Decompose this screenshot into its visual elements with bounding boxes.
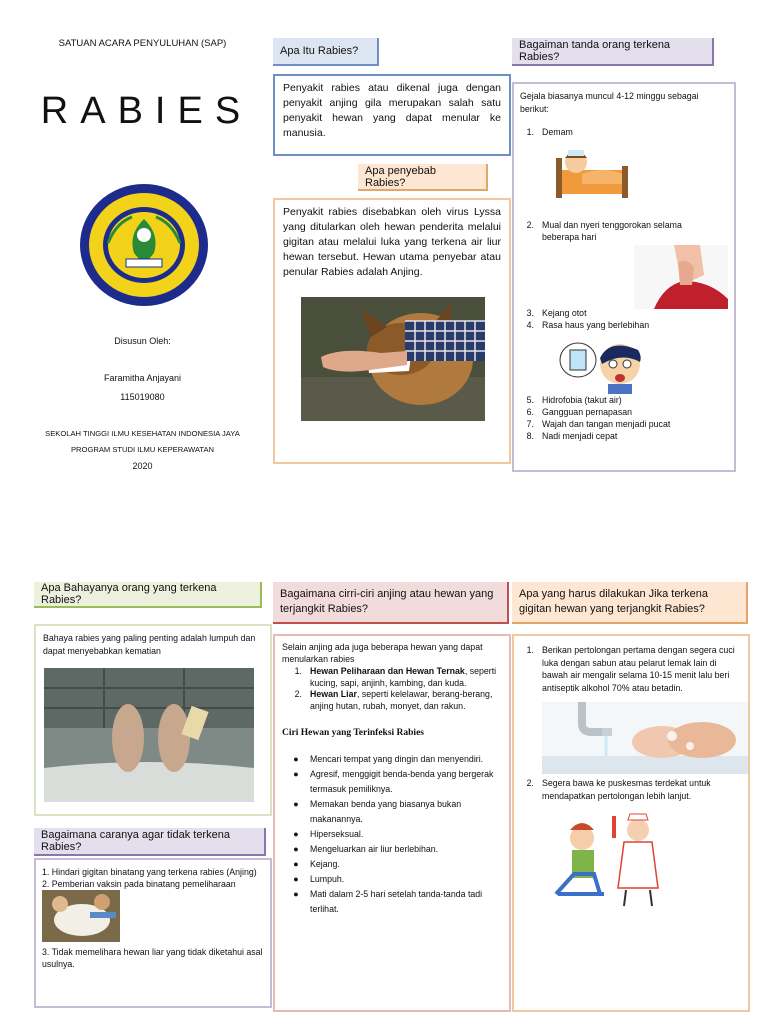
what-is-heading: Apa Itu Rabies? <box>273 38 379 66</box>
author-name: Faramitha Anjayani <box>103 373 182 383</box>
danger-text: Bahaya rabies yang paling penting adalah lumpuh dan dapat menyebabkan kematian <box>43 633 256 656</box>
trait-bullet-5: ● Mengeluarkan air liur berlebihan. <box>293 844 439 854</box>
school-logo <box>78 183 210 308</box>
signs-box <box>512 82 736 472</box>
trait-bullet-6: ● Kejang. <box>293 859 340 869</box>
cause-heading: Apa penyebab Rabies? <box>358 164 488 191</box>
what-is-text: Penyakit rabies atau dikenal juga dengan penyakit anjing gila merupakan salah satu penyakit hewan yang dapat menular ke manusia. <box>283 82 501 139</box>
prepared-by: Disusun Oleh: <box>114 336 171 346</box>
program-name: PROGRAM STUDI ILMU KEPERAWATAN <box>70 445 215 454</box>
prevention-item-1: 1. Hindari gigitan binatang yang terkena rabies (Anjing) <box>42 867 257 877</box>
prevention-item-2: 2. Pemberian vaksin pada binatang pemeliharaan <box>42 879 236 889</box>
sign-item-5: 5. Hidrofobia (takut air) <box>526 395 622 405</box>
prevention-box <box>34 858 272 1008</box>
what-is-box <box>273 74 511 156</box>
sign-item-1: 1. Demam <box>526 127 573 137</box>
action-heading: Apa yang harus dilakukan Jika terkena gigitan hewan yang terjangkit Rabies? <box>512 582 748 624</box>
sign-item-4: 4. Rasa haus yang berlebihan <box>526 320 650 330</box>
nurse-injection-illustration <box>554 810 674 910</box>
vaccine-photo <box>42 890 120 942</box>
danger-heading: Apa Bahayanya orang yang terkena Rabies? <box>34 582 262 608</box>
sore-throat-photo <box>634 245 728 309</box>
prevention-item-3: 3. Tidak memelihara hewan liar yang tidak diketahui asal usulnya. <box>42 947 263 969</box>
signs-heading: Bagaiman tanda orang terkena Rabies? <box>512 38 714 66</box>
action-step-2: 2. Segera bawa ke puskesmas terdekat untuk mendapatkan pertolongan lebih lanjut. <box>526 778 711 801</box>
fever-illustration <box>554 140 630 202</box>
cause-box <box>273 198 511 464</box>
morgue-photo <box>44 668 254 802</box>
trait-bullet-3: ● Memakan benda yang biasanya bukan makanannya. <box>293 799 462 824</box>
traits-box <box>273 634 511 1012</box>
school-name: SEKOLAH TINGGI ILMU KESEHATAN INDONESIA JAYA <box>45 429 240 438</box>
traits-heading: Bagaimana cirri-ciri anjing atau hewan yang terjangkit Rabies? <box>273 582 509 624</box>
traits-subheading: Ciri Hewan yang Terinfeksi Rabies <box>282 728 424 738</box>
cause-text: Penyakit rabies disebabkan oleh virus Lyssa yang ditularkan oleh hewan penderita melalui gigitan atau melalui luka yang terkena air liur hewan tersebut. Hewan utama penyebar atau penular Rabies adalah Anjing. <box>283 206 501 278</box>
signs-intro: Gejala biasanya muncul 4-12 minggu sebagai berikut: <box>520 91 699 114</box>
cover-header: SATUAN ACARA PENYULUHAN (SAP) <box>58 38 227 49</box>
cover-year: 2020 <box>132 461 153 471</box>
action-box <box>512 634 750 1012</box>
trait-bullet-8: ● Mati dalam 2-5 hari setelah tanda-tanda tadi terlihat. <box>293 889 483 914</box>
thirst-illustration <box>558 334 648 394</box>
trait-bullet-2: ● Agresif, menggigit benda-benda yang bergerak termasuk pemiliknya. <box>293 769 494 794</box>
dog-bite-photo <box>301 297 485 421</box>
animal-item-2: 2. Hewan Liar, seperti kelelawar, berang-berang, anjing hutan, rubah, monyet, dan rakun. <box>294 689 493 711</box>
trait-bullet-4: ● Hiperseksual. <box>293 829 364 839</box>
animal-item-1: 1. Hewan Peliharaan dan Hewan Ternak, seperti kucing, sapi, anjinh, kambing, dan kuda. <box>294 666 497 688</box>
trait-bullet-7: ● Lumpuh. <box>293 874 345 884</box>
sign-item-7: 7. Wajah dan tangan menjadi pucat <box>526 419 671 429</box>
cover-title: RABIES <box>40 90 253 132</box>
sign-item-6: 6. Gangguan pernapasan <box>526 407 633 417</box>
sign-item-3: 3. Kejang otot <box>526 308 587 318</box>
action-step-1: 1. Berikan pertolongan pertama dengan segera cuci luka dengan sabun atau pelarut lemak lain di bawah air mengalir selama 10-15 menit lalu beri antiseptik alkohol 70% atau betadin. <box>526 645 735 693</box>
sign-item-2: 2. Mual dan nyeri tenggorokan selama beberapa hari <box>526 220 682 242</box>
student-id: 115019080 <box>120 392 165 402</box>
handwashing-photo <box>542 702 748 774</box>
danger-box <box>34 624 272 816</box>
prevention-heading: Bagaimana caranya agar tidak terkena Rabies? <box>34 828 266 856</box>
sign-item-8: 8. Nadi menjadi cepat <box>526 431 618 441</box>
trait-bullet-1: ● Mencari tempat yang dingin dan menyendiri. <box>293 754 484 764</box>
traits-intro: Selain anjing ada juga beberapa hewan yang dapat menularkan rabies <box>282 642 483 664</box>
